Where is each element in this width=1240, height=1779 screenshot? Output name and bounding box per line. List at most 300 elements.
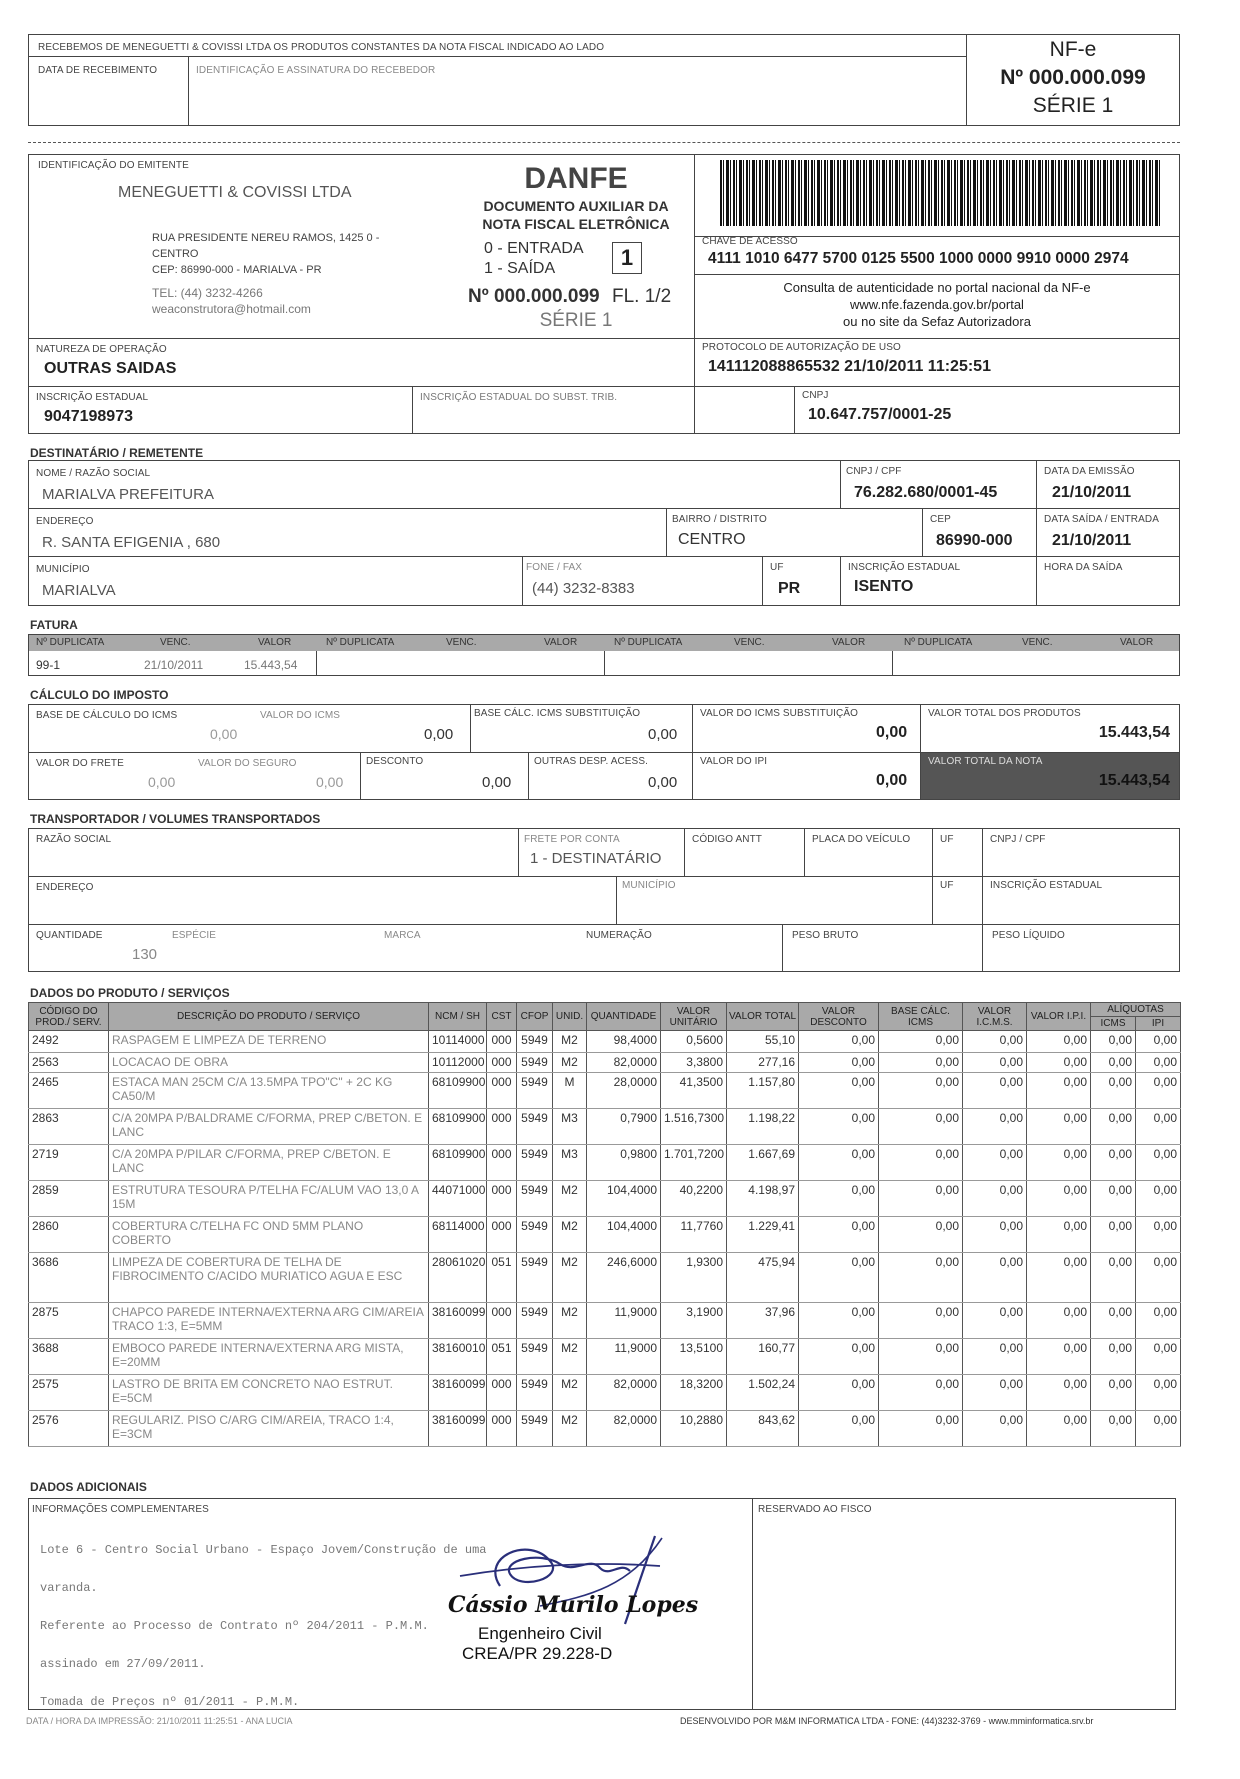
- cell-unid: M3: [553, 1145, 587, 1181]
- fatura-h-valor-1: VALOR: [258, 637, 292, 648]
- danfe-folha: FL. 1/2: [612, 286, 672, 307]
- cell-vicms: 0,00: [963, 1181, 1027, 1217]
- cell-vdesc: 0,00: [799, 1339, 879, 1375]
- cell-vipi: 0,00: [1027, 1253, 1091, 1303]
- th-vdesc: VALOR DESCONTO: [799, 1003, 879, 1031]
- transp-frete-label: FRETE POR CONTA: [524, 834, 620, 845]
- transp-municipio-label: MUNICÍPIO: [622, 880, 676, 891]
- transp-razao-label: RAZÃO SOCIAL: [36, 834, 112, 845]
- table-row: [29, 1375, 1181, 1411]
- fatura-h-valor-2: VALOR: [544, 637, 578, 648]
- info-line-3: Referente ao Processo de Contrato nº 204/2011 - P.M.M.: [40, 1619, 429, 1633]
- cell-aicms: 0,00: [1091, 1053, 1136, 1073]
- cell-vtot: 843,62: [727, 1411, 799, 1447]
- adicionais-section: DADOS ADICIONAIS: [30, 1480, 147, 1494]
- produtos-body: [29, 1031, 1181, 1447]
- fatura-h-venc-1: VENC.: [160, 637, 191, 648]
- cell-aicms: 0,00: [1091, 1217, 1136, 1253]
- imposto-col-a: [470, 704, 471, 752]
- fatura-section: FATURA: [30, 618, 78, 632]
- table-row: [29, 1339, 1181, 1375]
- fatura-header-bar: [29, 635, 1179, 651]
- dest-line-2: [28, 556, 1180, 557]
- table-row: [29, 1053, 1181, 1073]
- footer-right: DESENVOLVIDO POR M&M INFORMATICA LTDA - FONE: (44)3232-3769 - www.mminformatica.srv.br: [680, 1716, 1094, 1726]
- cell-vun: 3,3800: [661, 1053, 727, 1073]
- dest-line-1: [28, 508, 1180, 509]
- transp-antt-label: CÓDIGO ANTT: [692, 834, 762, 845]
- cell-unid: M2: [553, 1253, 587, 1303]
- fatura-col-1: [316, 651, 317, 676]
- imposto-seguro: 0,00: [316, 774, 344, 790]
- cell-ncm: 68109900: [429, 1073, 487, 1109]
- cell-qtd: 82,0000: [587, 1375, 661, 1411]
- consulta-top-line: [694, 274, 1180, 275]
- cell-vicms: 0,00: [963, 1145, 1027, 1181]
- cell-vicms: 0,00: [963, 1411, 1027, 1447]
- fatura-h-dup-3: Nº DUPLICATA: [614, 637, 683, 648]
- cell-qtd: 11,9000: [587, 1339, 661, 1375]
- th-vtot: VALOR TOTAL: [727, 1003, 799, 1031]
- transp-line-2: [28, 924, 1180, 925]
- cell-qtd: 82,0000: [587, 1411, 661, 1447]
- transp-qtd-label: QUANTIDADE: [36, 930, 103, 941]
- cell-qtd: 0,7900: [587, 1109, 661, 1145]
- danfe-serie: SÉRIE 1: [539, 310, 613, 331]
- dest-cnpj: 76.282.680/0001-45: [854, 484, 998, 501]
- dest-ie: ISENTO: [854, 578, 914, 595]
- dest-emissao: 21/10/2011: [1052, 484, 1132, 501]
- cell-ncm: 38160010: [429, 1339, 487, 1375]
- cell-vipi: 0,00: [1027, 1181, 1091, 1217]
- cell-cst: 000: [487, 1181, 517, 1217]
- cell-vun: 11,7760: [661, 1217, 727, 1253]
- cell-cfop: 5949: [517, 1109, 553, 1145]
- emitente-email: weaconstrutora@hotmail.com: [152, 302, 311, 316]
- dest-div-uf: [762, 556, 763, 606]
- imposto-base-st: 0,00: [648, 726, 678, 743]
- fatura-h-valor-3: VALOR: [832, 637, 866, 648]
- cell-aipi: 0,00: [1136, 1375, 1181, 1411]
- cell-ncm: 68114000: [429, 1217, 487, 1253]
- emitente-nome: MENEGUETTI & COVISSI LTDA: [118, 184, 352, 201]
- cell-base: 0,00: [879, 1053, 963, 1073]
- cell-vtot: 1.502,24: [727, 1375, 799, 1411]
- dest-uf: PR: [778, 580, 801, 597]
- cell-cod: 2563: [29, 1053, 109, 1073]
- cell-cfop: 5949: [517, 1217, 553, 1253]
- th-base: BASE CÁLC. ICMS: [879, 1003, 963, 1031]
- imposto-icms-st: 0,00: [876, 724, 908, 741]
- imposto-col-d: [360, 752, 361, 800]
- fatura-col-3: [892, 651, 893, 676]
- cell-aicms: 0,00: [1091, 1031, 1136, 1053]
- cell-vdesc: 0,00: [799, 1411, 879, 1447]
- cell-unid: M2: [553, 1411, 587, 1447]
- dest-div-bairro: [666, 508, 667, 556]
- inscricao-valor: 9047198973: [44, 408, 133, 425]
- cell-ncm: 10114000: [429, 1031, 487, 1053]
- cell-cfop: 5949: [517, 1031, 553, 1053]
- cell-desc: COBERTURA C/TELHA FC OND 5MM PLANO COBERTO: [109, 1217, 429, 1253]
- inscricao-label: INSCRIÇÃO ESTADUAL: [36, 392, 149, 403]
- imposto-total-prod: 15.443,54: [1098, 724, 1170, 741]
- cell-vicms: 0,00: [963, 1217, 1027, 1253]
- table-row: [29, 1073, 1181, 1109]
- imposto-frete-label: VALOR DO FRETE: [36, 758, 124, 769]
- emitente-tel: TEL: (44) 3232-4266: [152, 286, 263, 300]
- cell-vdesc: 0,00: [799, 1145, 879, 1181]
- imposto-base-st-label: BASE CÁLC. ICMS SUBSTITUIÇÃO: [474, 708, 641, 719]
- cell-vipi: 0,00: [1027, 1411, 1091, 1447]
- cell-vun: 13,5100: [661, 1339, 727, 1375]
- imposto-icms-st-label: VALOR DO ICMS SUBSTITUIÇÃO: [700, 708, 858, 719]
- imposto-frete: 0,00: [148, 774, 176, 790]
- canhoto-numero: Nº 000.000.099: [1000, 66, 1146, 89]
- imposto-base-label: BASE DE CÁLCULO DO ICMS: [36, 710, 178, 721]
- table-row: [29, 1411, 1181, 1447]
- cell-aicms: 0,00: [1091, 1375, 1136, 1411]
- sig-name: Cássio Murilo Lopes: [448, 1592, 699, 1618]
- cell-vipi: 0,00: [1027, 1145, 1091, 1181]
- adicionais-divider: [752, 1498, 753, 1710]
- produtos-table: [28, 1002, 1181, 1447]
- dest-hora-label: HORA DA SAÍDA: [1044, 562, 1123, 573]
- cell-cod: 2859: [29, 1181, 109, 1217]
- cell-cod: 2863: [29, 1109, 109, 1145]
- dest-fone: (44) 3232-8383: [532, 580, 635, 597]
- danfe-entrada: 0 - ENTRADA: [484, 240, 584, 257]
- cell-vun: 10,2880: [661, 1411, 727, 1447]
- cell-ncm: 10112000: [429, 1053, 487, 1073]
- dest-municipio: MARIALVA: [42, 582, 116, 599]
- cell-cod: 2860: [29, 1217, 109, 1253]
- cell-unid: M2: [553, 1217, 587, 1253]
- cell-vtot: 1.157,80: [727, 1073, 799, 1109]
- table-row: [29, 1253, 1181, 1303]
- chave-consulta3: ou no site da Sefaz Autorizadora: [843, 314, 1031, 329]
- cell-vdesc: 0,00: [799, 1053, 879, 1073]
- cell-vtot: 160,77: [727, 1339, 799, 1375]
- cell-qtd: 0,9800: [587, 1145, 661, 1181]
- cell-ncm: 44071000: [429, 1181, 487, 1217]
- cell-unid: M2: [553, 1053, 587, 1073]
- cell-base: 0,00: [879, 1073, 963, 1109]
- cell-cod: 2719: [29, 1145, 109, 1181]
- canhoto-nfe: NF-e: [1049, 38, 1097, 61]
- footer-left: DATA / HORA DA IMPRESSÃO: 21/10/2011 11:25:51 - ANA LUCIA: [26, 1716, 293, 1726]
- cell-cfop: 5949: [517, 1253, 553, 1303]
- emitente-cnpj: 10.647.757/0001-25: [808, 406, 952, 423]
- th-ncm: NCM / SH: [429, 1003, 487, 1031]
- th-vicms: VALOR I.C.M.S.: [963, 1003, 1027, 1031]
- cell-qtd: 11,9000: [587, 1303, 661, 1339]
- info-text: [40, 1522, 486, 1731]
- cell-aipi: 0,00: [1136, 1217, 1181, 1253]
- imposto-icms-label: VALOR DO ICMS: [260, 710, 341, 721]
- cell-unid: M2: [553, 1303, 587, 1339]
- imposto-base: 0,00: [210, 726, 238, 742]
- transp-div-placa: [804, 828, 805, 876]
- cell-qtd: 28,0000: [587, 1073, 661, 1109]
- sig-title: Engenheiro Civil: [478, 1624, 602, 1643]
- fisco-label: RESERVADO AO FISCO: [758, 1504, 872, 1515]
- dest-cep: 86990-000: [936, 532, 1013, 549]
- cell-aicms: 0,00: [1091, 1109, 1136, 1145]
- th-vipi: VALOR I.P.I.: [1027, 1003, 1091, 1031]
- cell-desc: LIMPEZA DE COBERTURA DE TELHA DE FIBROCIMENTO C/ACIDO MURIATICO AGUA E ESC: [109, 1253, 429, 1303]
- cell-aipi: 0,00: [1136, 1109, 1181, 1145]
- cell-cod: 2575: [29, 1375, 109, 1411]
- transp-qtd: 130: [132, 946, 158, 963]
- cell-vun: 1,9300: [661, 1253, 727, 1303]
- cell-vicms: 0,00: [963, 1375, 1027, 1411]
- dest-uf-label: UF: [770, 562, 784, 573]
- cell-aipi: 0,00: [1136, 1303, 1181, 1339]
- dest-bairro-label: BAIRRO / DISTRITO: [672, 514, 767, 525]
- transp-div-bruto: [782, 924, 783, 972]
- cell-aicms: 0,00: [1091, 1181, 1136, 1217]
- cell-vipi: 0,00: [1027, 1217, 1091, 1253]
- imposto-ipi-label: VALOR DO IPI: [700, 756, 768, 767]
- dest-ie-label: INSCRIÇÃO ESTADUAL: [848, 562, 961, 573]
- cell-ncm: 68109900: [429, 1109, 487, 1145]
- cell-qtd: 246,6000: [587, 1253, 661, 1303]
- imposto-icms: 0,00: [424, 726, 454, 743]
- th-cst: CST: [487, 1003, 517, 1031]
- transp-frete: 1 - DESTINATÁRIO: [530, 850, 662, 867]
- cell-cfop: 5949: [517, 1339, 553, 1375]
- table-row: [29, 1181, 1181, 1217]
- th-aipi: IPI: [1136, 1017, 1181, 1031]
- cell-base: 0,00: [879, 1031, 963, 1053]
- th-vun: VALOR UNITÁRIO: [661, 1003, 727, 1031]
- fatura-h-venc-3: VENC.: [734, 637, 765, 648]
- cell-desc: ESTRUTURA TESOURA P/TELHA FC/ALUM VAO 13,0 A 15M: [109, 1181, 429, 1217]
- cell-unid: M2: [553, 1375, 587, 1411]
- cell-qtd: 98,4000: [587, 1031, 661, 1053]
- transportador-section: TRANSPORTADOR / VOLUMES TRANSPORTADOS: [30, 812, 321, 826]
- cell-cod: 2465: [29, 1073, 109, 1109]
- dest-div-fone: [522, 556, 523, 606]
- cell-desc: CHAPCO PAREDE INTERNA/EXTERNA ARG CIM/AREIA TRACO 1:3, E=5MM: [109, 1303, 429, 1339]
- imposto-desconto-label: DESCONTO: [366, 756, 424, 767]
- cell-vipi: 0,00: [1027, 1339, 1091, 1375]
- inscricao-divider-1: [412, 386, 413, 434]
- info-line-1: Lote 6 - Centro Social Urbano - Espaço Jovem/Construção de uma: [40, 1543, 487, 1557]
- cell-aicms: 0,00: [1091, 1411, 1136, 1447]
- emitente-endereco2: CENTRO: [152, 248, 199, 260]
- transp-especie-label: ESPÉCIE: [172, 930, 217, 941]
- dest-saida: 21/10/2011: [1052, 532, 1132, 549]
- cell-vdesc: 0,00: [799, 1253, 879, 1303]
- chave-label: CHAVE DE ACESSO: [702, 236, 798, 247]
- cell-aipi: 0,00: [1136, 1053, 1181, 1073]
- cell-vdesc: 0,00: [799, 1073, 879, 1109]
- cell-vun: 41,3500: [661, 1073, 727, 1109]
- transp-marca-label: MARCA: [384, 930, 421, 941]
- cell-aicms: 0,00: [1091, 1253, 1136, 1303]
- transp-line-1: [28, 876, 1180, 877]
- dest-endereco: R. SANTA EFIGENIA , 680: [42, 534, 221, 551]
- imposto-total-nota-label: VALOR TOTAL DA NOTA: [928, 756, 1043, 767]
- canhoto-identificacao: IDENTIFICAÇÃO E ASSINATURA DO RECEBEDOR: [196, 65, 436, 76]
- cell-aicms: 0,00: [1091, 1145, 1136, 1181]
- cell-qtd: 82,0000: [587, 1053, 661, 1073]
- cell-cfop: 5949: [517, 1303, 553, 1339]
- cell-vipi: 0,00: [1027, 1109, 1091, 1145]
- cell-desc: LOCACAO DE OBRA: [109, 1053, 429, 1073]
- dest-fone-label: FONE / FAX: [526, 562, 583, 573]
- inscricao-top-line: [28, 386, 1180, 387]
- cell-aipi: 0,00: [1136, 1145, 1181, 1181]
- cell-vdesc: 0,00: [799, 1303, 879, 1339]
- produtos-section: DADOS DO PRODUTO / SERVIÇOS: [30, 986, 230, 1000]
- cell-unid: M2: [553, 1339, 587, 1375]
- cell-cod: 2492: [29, 1031, 109, 1053]
- cell-vtot: 277,16: [727, 1053, 799, 1073]
- cell-aipi: 0,00: [1136, 1339, 1181, 1375]
- danfe-saida: 1 - SAÍDA: [484, 260, 556, 277]
- cell-cst: 000: [487, 1411, 517, 1447]
- cell-aicms: 0,00: [1091, 1303, 1136, 1339]
- danfe-numero: Nº 000.000.099: [468, 286, 600, 307]
- danfe-sub1: DOCUMENTO AUXILIAR DA: [483, 198, 669, 214]
- cell-desc: ESTACA MAN 25CM C/A 13.5MPA TPO"C" + 2C KG CA50/M: [109, 1073, 429, 1109]
- cell-base: 0,00: [879, 1181, 963, 1217]
- cell-unid: M3: [553, 1109, 587, 1145]
- chave-consulta1: Consulta de autenticidade no portal nacional da NF-e: [783, 280, 1091, 295]
- fatura-dup: 99-1: [36, 658, 61, 672]
- dest-municipio-label: MUNICÍPIO: [36, 564, 90, 575]
- cell-vtot: 4.198,97: [727, 1181, 799, 1217]
- cell-cfop: 5949: [517, 1181, 553, 1217]
- cell-aipi: 0,00: [1136, 1181, 1181, 1217]
- cell-cst: 051: [487, 1253, 517, 1303]
- cell-aipi: 0,00: [1136, 1253, 1181, 1303]
- dest-emissao-label: DATA DA EMISSÃO: [1044, 466, 1135, 477]
- cell-cfop: 5949: [517, 1411, 553, 1447]
- cell-base: 0,00: [879, 1109, 963, 1145]
- cell-vipi: 0,00: [1027, 1303, 1091, 1339]
- cell-cst: 000: [487, 1109, 517, 1145]
- fatura-h-venc-4: VENC.: [1022, 637, 1053, 648]
- cell-cst: 000: [487, 1073, 517, 1109]
- dest-bairro: CENTRO: [678, 531, 746, 548]
- cell-vun: 18,3200: [661, 1375, 727, 1411]
- table-row: [29, 1217, 1181, 1253]
- imposto-total-nota: 15.443,54: [1098, 772, 1170, 789]
- dest-cnpj-label: CNPJ / CPF: [846, 466, 902, 477]
- cell-base: 0,00: [879, 1339, 963, 1375]
- fatura-h-dup-2: Nº DUPLICATA: [326, 637, 395, 648]
- cell-base: 0,00: [879, 1145, 963, 1181]
- imposto-total-prod-label: VALOR TOTAL DOS PRODUTOS: [928, 708, 1081, 719]
- cell-ncm: 38160099: [429, 1375, 487, 1411]
- cell-vdesc: 0,00: [799, 1375, 879, 1411]
- natureza-top-line: [28, 338, 1180, 339]
- cell-vtot: 1.198,22: [727, 1109, 799, 1145]
- imposto-desconto: 0,00: [482, 774, 512, 791]
- transp-div-frete: [518, 828, 519, 876]
- transp-uf2-label: UF: [940, 880, 954, 891]
- cell-vicms: 0,00: [963, 1253, 1027, 1303]
- cell-vtot: 55,10: [727, 1031, 799, 1053]
- transp-bruto-label: PESO BRUTO: [792, 930, 859, 941]
- cell-vicms: 0,00: [963, 1339, 1027, 1375]
- cell-cst: 000: [487, 1145, 517, 1181]
- cell-vun: 1.516,7300: [661, 1109, 727, 1145]
- dest-saida-label: DATA SAÍDA / ENTRADA: [1044, 514, 1159, 525]
- chave-valor: 4111 1010 6477 5700 0125 5500 1000 0000 9910 0000 2974: [708, 250, 1129, 267]
- cut-line: [28, 142, 1180, 143]
- cell-vicms: 0,00: [963, 1031, 1027, 1053]
- cell-cst: 000: [487, 1031, 517, 1053]
- th-desc: DESCRIÇÃO DO PRODUTO / SERVIÇO: [109, 1003, 429, 1031]
- natureza-valor: OUTRAS SAIDAS: [44, 360, 177, 377]
- imposto-section: CÁLCULO DO IMPOSTO: [30, 688, 169, 702]
- dest-endereco-label: ENDEREÇO: [36, 516, 94, 527]
- transp-placa-label: PLACA DO VEÍCULO: [812, 834, 911, 845]
- fatura-col-2: [604, 651, 605, 676]
- cell-vipi: 0,00: [1027, 1031, 1091, 1053]
- cell-vun: 1.701,7200: [661, 1145, 727, 1181]
- cell-unid: M2: [553, 1181, 587, 1217]
- emitente-endereco1: RUA PRESIDENTE NEREU RAMOS, 1425 0 -: [152, 232, 380, 244]
- emitente-cnpj-label: CNPJ: [802, 390, 829, 401]
- cell-unid: M2: [553, 1031, 587, 1053]
- th-cod: CÓDIGO DO PROD./ SERV.: [29, 1003, 109, 1031]
- cell-desc: C/A 20MPA P/PILAR C/FORMA, PREP C/BETON. E LANC: [109, 1145, 429, 1181]
- cell-vdesc: 0,00: [799, 1109, 879, 1145]
- chave-consulta2: www.nfe.fazenda.gov.br/portal: [850, 297, 1024, 312]
- natureza-label: NATUREZA DE OPERAÇÃO: [36, 344, 167, 355]
- transp-uf-label: UF: [940, 834, 954, 845]
- cell-vun: 40,2200: [661, 1181, 727, 1217]
- cell-ncm: 38160099: [429, 1303, 487, 1339]
- cell-vdesc: 0,00: [799, 1217, 879, 1253]
- transp-numeracao-label: NUMERAÇÃO: [586, 930, 652, 941]
- cell-aicms: 0,00: [1091, 1073, 1136, 1109]
- cell-aipi: 0,00: [1136, 1411, 1181, 1447]
- cell-vdesc: 0,00: [799, 1031, 879, 1053]
- transp-liquido-label: PESO LÍQUIDO: [992, 930, 1065, 941]
- emitente-label: IDENTIFICAÇÃO DO EMITENTE: [38, 160, 189, 171]
- transp-endereco-label: ENDEREÇO: [36, 882, 94, 893]
- danfe-sub2: NOTA FISCAL ELETRÔNICA: [482, 216, 670, 232]
- cell-cst: 051: [487, 1339, 517, 1375]
- cell-vtot: 1.667,69: [727, 1145, 799, 1181]
- cell-vdesc: 0,00: [799, 1181, 879, 1217]
- danfe-tipo-box: 1: [612, 242, 642, 274]
- destinatario-section: DESTINATÁRIO / REMETENTE: [30, 446, 204, 460]
- cell-cfop: 5949: [517, 1053, 553, 1073]
- imposto-outras-label: OUTRAS DESP. ACESS.: [534, 756, 648, 767]
- cell-qtd: 104,4000: [587, 1217, 661, 1253]
- fatura-h-valor-4: VALOR: [1120, 637, 1154, 648]
- cell-vicms: 0,00: [963, 1303, 1027, 1339]
- table-row: [29, 1031, 1181, 1053]
- th-aicms: ICMS: [1091, 1017, 1136, 1031]
- th-unid: UNID.: [553, 1003, 587, 1031]
- cell-cod: 3688: [29, 1339, 109, 1375]
- transp-div-uf: [932, 828, 933, 924]
- fatura-h-dup-1: Nº DUPLICATA: [36, 637, 105, 648]
- cell-base: 0,00: [879, 1375, 963, 1411]
- cell-ncm: 28061020: [429, 1253, 487, 1303]
- transp-cnpj-label: CNPJ / CPF: [990, 834, 1046, 845]
- transp-div-municipio: [616, 876, 617, 924]
